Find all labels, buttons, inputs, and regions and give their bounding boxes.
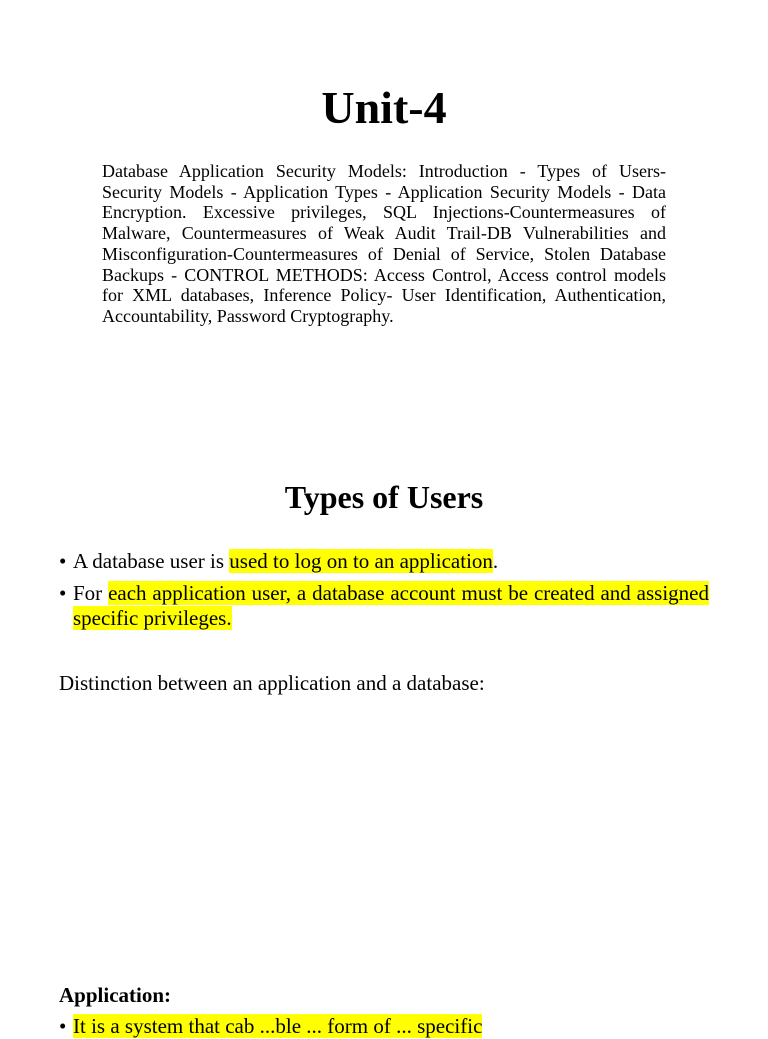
distinction-text: Distinction between an application and a database: [59,671,485,695]
highlighted-text: It is a system that cab ...ble ... form of ... specific [73,1014,483,1038]
types-of-users-list [59,549,709,638]
application-heading: Application: [59,983,172,1007]
list-item [59,581,709,631]
list-item-text: A database user is [73,549,230,573]
highlighted-text: each application user, a database account must be created and assigned specific privileges. [73,581,709,630]
section-title-types-of-users: Types of Users [284,479,484,515]
bullet-icon: • [59,581,67,605]
bullet-icon: • [59,1014,67,1038]
list-item [59,1014,709,1039]
page-title: Unit-4 [321,82,447,133]
highlighted-text: used to log on to an application [229,549,493,573]
bullet-icon: • [59,549,67,573]
syllabus-paragraph: Database Application Security Models: Introduction - Types of Users-Security Models - Application Types - Application Security Models - Data Encryption. Excessive privileges, SQL Injections-Countermeasures of Malware, Countermeasures of Weak Audit Trail-DB Vulnerabilities and Misconfiguration-Countermeasures of Denial of Service, Stolen Database Backups - CONTROL METHODS: Access Control, Access control models for XML databases, Inference Policy- User Identification, Authentication, Accountability, Password Cryptography. [102,161,666,326]
list-item-text: . [492,549,499,573]
application-list [59,1014,709,1039]
list-item [59,549,709,574]
list-item-text: For [73,581,109,605]
